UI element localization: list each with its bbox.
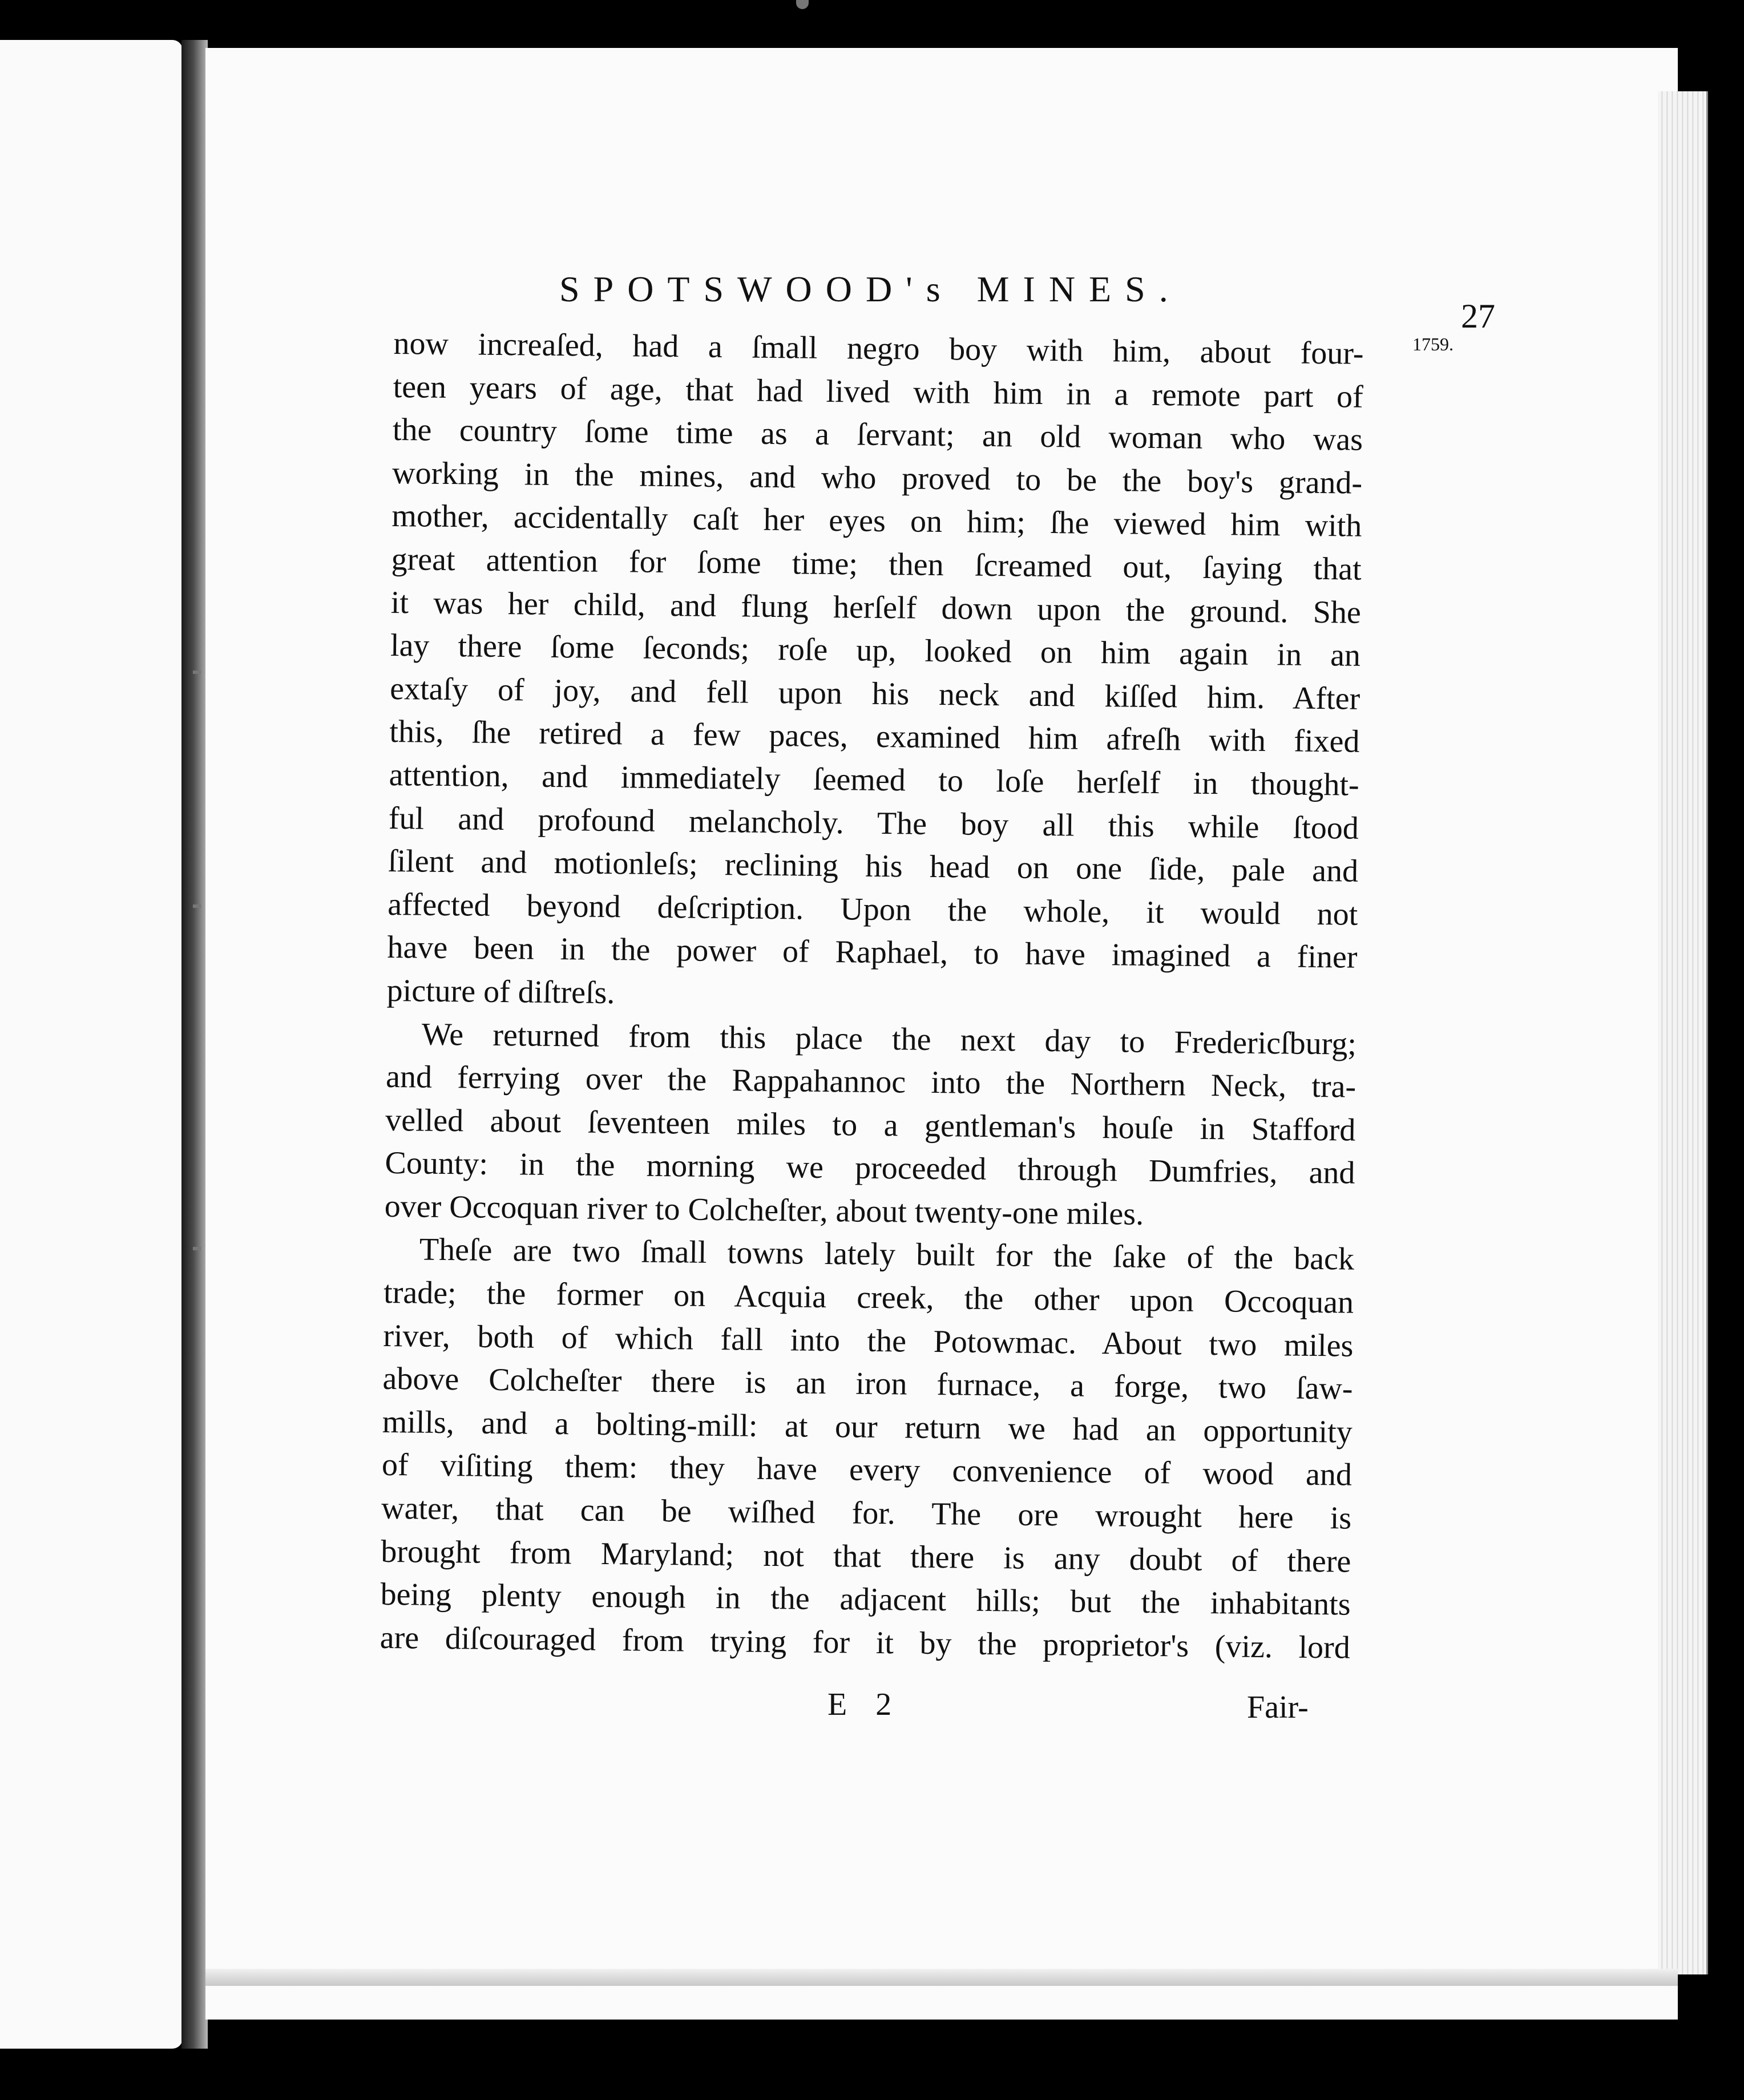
signature-mark: E 2 <box>827 1687 902 1722</box>
scan-notch-mark <box>796 0 809 9</box>
text-line: ful and profound melancholy. The boy all this while ſtood <box>388 800 1359 846</box>
text-line: being plenty enough in the adjacent hills; but the inhabitants <box>380 1577 1351 1622</box>
facing-page-edge <box>0 40 183 2049</box>
book-gutter <box>181 40 208 2049</box>
text-line: brought from Maryland; not that there is any doubt of there <box>381 1533 1351 1580</box>
text-line: We returned from this place the next day to Fredericſburg; <box>421 1016 1357 1062</box>
paragraph-2 <box>384 1012 1357 1238</box>
page-bottom-edge <box>205 1969 1678 1986</box>
text-line: this, ſhe retired a few paces, examined him afreſh with fixed <box>389 714 1360 760</box>
text-line: working in the mines, and who proved to be the boy's grand- <box>391 455 1363 501</box>
text-line: the country ſome time as a ſervant; an old woman who was <box>392 412 1363 458</box>
text-line: mills, and a bolting-mill: at our return we had an opportunity <box>382 1404 1353 1450</box>
margin-mark <box>193 904 201 908</box>
text-line: water, that can be wiſhed for. The ore wrought here is <box>381 1490 1352 1536</box>
text-line: picture of diſtreſs. <box>386 972 615 1011</box>
text-line: velled about ſeventeen miles to a gentleman's houſe in Stafford <box>385 1102 1356 1148</box>
text-line: it was her child, and flung herſelf down upon the ground. She <box>390 584 1362 631</box>
text-line: river, both of which fall into the Potowmac. About two miles <box>383 1318 1354 1364</box>
text-line: ſilent and motionleſs; reclining his head on one ſide, pale and <box>387 843 1359 889</box>
text-line: above Colcheſter there is an iron furnace, a forge, two ſaw- <box>382 1361 1353 1407</box>
catchword: Fair- <box>1247 1690 1309 1725</box>
text-line: are diſcouraged from trying for it by the proprietor's (viz. lord <box>380 1620 1351 1666</box>
text-line: mother, accidentally caſt her eyes on him; ſhe viewed him with <box>391 498 1362 544</box>
text-line: of viſiting them: they have every convenience of wood and <box>381 1447 1353 1493</box>
margin-mark <box>193 671 201 674</box>
running-head: SPOTSWOOD's MINES. <box>559 269 1182 309</box>
text-line: Theſe are two ſmall towns lately built for the ſake of the back <box>419 1232 1355 1278</box>
margin-mark <box>193 1247 201 1250</box>
text-line: attention, and immediately ſeemed to loſe herſelf in thought- <box>389 757 1359 803</box>
text-line: great attention for ſome time; then ſcreamed out, ſaying that <box>391 541 1362 587</box>
text-line: trade; the former on Acquia creek, the other upon Occoquan <box>383 1274 1354 1320</box>
body-text <box>380 322 1363 1670</box>
text-line: have been in the power of Raphael, to have imagined a finer <box>387 930 1358 976</box>
year-margin-note: 1759. <box>1412 334 1454 354</box>
page-stack-edge <box>1658 91 1708 1974</box>
text-line: extaſy of joy, and fell upon his neck and kiſſed him. After <box>389 671 1361 717</box>
text-line: and ferrying over the Rappahannoc into the Northern Neck, tra- <box>385 1059 1357 1105</box>
page-number: 27 <box>1461 297 1495 335</box>
paragraph-3 <box>380 1228 1354 1670</box>
text-line: teen years of age, that had lived with him in a remote part of <box>393 369 1364 415</box>
text-line: lay there ſome ſeconds; roſe up, looked on him again in an <box>390 628 1361 673</box>
paragraph-1 <box>386 322 1364 1023</box>
text-line: affected beyond deſcription. Upon the whole, it would not <box>387 886 1358 932</box>
text-line: County: in the morning we proceeded through Dumfries, and <box>385 1145 1355 1192</box>
text-line: now increaſed, had a ſmall negro boy with him, about four- <box>393 325 1364 371</box>
text-line: over Occoquan river to Colcheſter, about twenty-one miles. <box>384 1188 1144 1232</box>
